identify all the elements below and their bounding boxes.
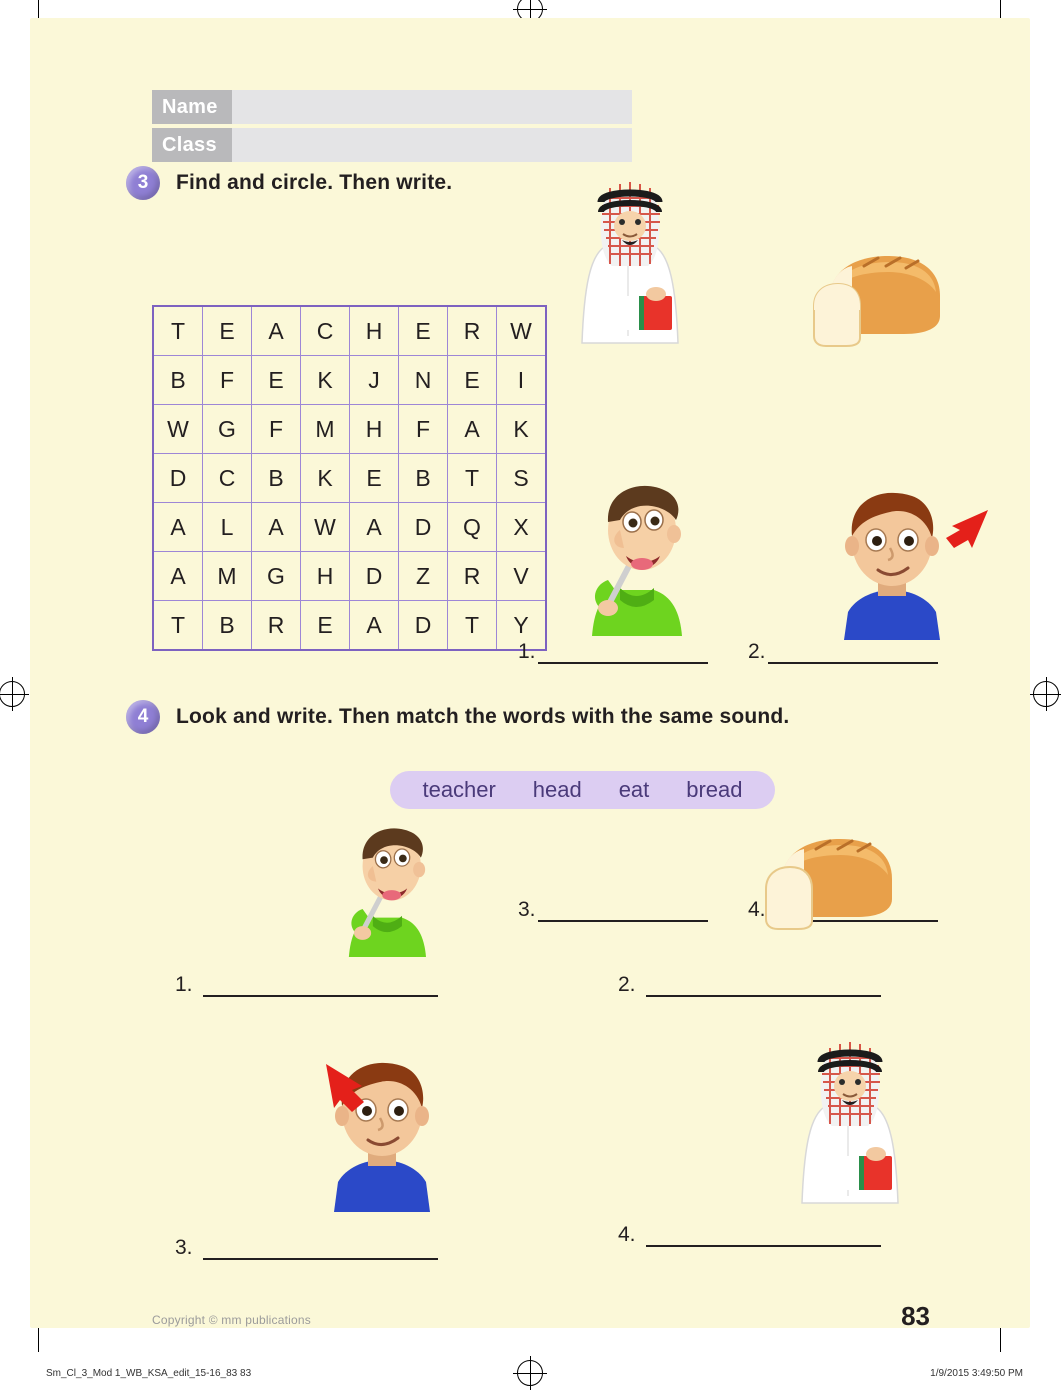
answer-blank[interactable] (646, 979, 881, 997)
answer-number: 3. (175, 1236, 193, 1259)
grid-cell[interactable]: W (301, 503, 350, 552)
grid-cell[interactable]: Y (497, 601, 547, 651)
exercise-4-header (126, 700, 789, 734)
answer-number: 3. (518, 898, 536, 921)
grid-cell[interactable]: E (399, 306, 448, 356)
answer-blank[interactable] (538, 646, 708, 664)
grid-cell[interactable]: W (153, 405, 203, 454)
grid-cell[interactable]: A (448, 405, 497, 454)
grid-cell[interactable]: K (497, 405, 547, 454)
grid-cell[interactable]: C (203, 454, 252, 503)
answer-blank[interactable] (646, 1229, 881, 1247)
name-row (152, 90, 632, 124)
registration-mark-left (0, 681, 25, 707)
copyright-notice: Copyright © mm publications (152, 1313, 311, 1327)
student-info-box (152, 90, 632, 166)
grid-cell[interactable]: F (399, 405, 448, 454)
word-bank-item[interactable]: teacher (422, 777, 496, 802)
picture-teacher-man (570, 168, 690, 363)
grid-row (153, 601, 546, 651)
print-footer-timestamp: 1/9/2015 3:49:50 PM (930, 1368, 1023, 1379)
grid-cell[interactable]: E (203, 306, 252, 356)
grid-cell[interactable]: R (448, 552, 497, 601)
grid-cell[interactable]: G (203, 405, 252, 454)
exercise-3-header (126, 166, 452, 200)
registration-mark-right (1033, 681, 1059, 707)
exercise-4-title: Look and write. Then match the words with the same sound. (176, 705, 790, 728)
name-label: Name (152, 90, 232, 124)
picture-bread-loaf-2 (760, 823, 900, 938)
grid-cell[interactable]: T (448, 454, 497, 503)
exercise-4-number: 4 (126, 700, 160, 734)
grid-cell[interactable]: F (203, 356, 252, 405)
grid-cell[interactable]: Q (448, 503, 497, 552)
picture-boy-head-arrow-2 (292, 1040, 467, 1215)
grid-cell[interactable]: R (252, 601, 301, 651)
grid-row (153, 454, 546, 503)
exercise-3-title: Find and circle. Then write. (176, 171, 453, 194)
grid-cell[interactable]: R (448, 306, 497, 356)
answer-line-3-3[interactable] (518, 898, 708, 922)
grid-cell[interactable]: S (497, 454, 547, 503)
word-search-grid[interactable] (152, 305, 547, 651)
answer-blank[interactable] (768, 646, 938, 664)
grid-cell[interactable]: B (399, 454, 448, 503)
grid-cell[interactable]: A (153, 552, 203, 601)
answer-line-4-3[interactable] (175, 1236, 438, 1260)
grid-cell[interactable]: X (497, 503, 547, 552)
grid-cell[interactable]: M (203, 552, 252, 601)
grid-cell[interactable]: E (350, 454, 399, 503)
grid-cell[interactable]: A (252, 503, 301, 552)
answer-number: 4. (748, 898, 766, 921)
answer-blank[interactable] (538, 904, 708, 922)
name-input[interactable] (232, 90, 632, 124)
grid-cell[interactable]: D (399, 503, 448, 552)
class-label: Class (152, 128, 232, 162)
grid-cell[interactable]: T (153, 306, 203, 356)
grid-cell[interactable]: T (448, 601, 497, 651)
grid-cell[interactable]: A (153, 503, 203, 552)
grid-row (153, 356, 546, 405)
grid-cell[interactable]: D (153, 454, 203, 503)
answer-blank[interactable] (203, 1242, 438, 1260)
grid-cell[interactable]: E (448, 356, 497, 405)
grid-cell[interactable]: N (399, 356, 448, 405)
word-bank (390, 771, 775, 809)
grid-cell[interactable]: J (350, 356, 399, 405)
word-bank-item[interactable]: bread (686, 777, 743, 802)
grid-cell[interactable]: K (301, 454, 350, 503)
grid-cell[interactable]: L (203, 503, 252, 552)
grid-cell[interactable]: W (497, 306, 547, 356)
grid-cell[interactable]: V (497, 552, 547, 601)
grid-cell[interactable]: H (350, 306, 399, 356)
answer-line-3-1[interactable] (518, 640, 708, 664)
grid-cell[interactable]: B (203, 601, 252, 651)
grid-cell[interactable]: E (301, 601, 350, 651)
grid-cell[interactable]: M (301, 405, 350, 454)
grid-row (153, 552, 546, 601)
answer-line-4-2[interactable] (618, 973, 881, 997)
grid-row (153, 306, 546, 356)
picture-boy-head-arrow (820, 480, 990, 645)
page-number: 83 (901, 1301, 930, 1331)
grid-cell[interactable]: A (350, 601, 399, 651)
grid-cell[interactable]: K (301, 356, 350, 405)
picture-bread-loaf (808, 240, 948, 355)
grid-cell[interactable]: A (252, 306, 301, 356)
grid-cell[interactable]: C (301, 306, 350, 356)
grid-cell[interactable]: T (153, 601, 203, 651)
answer-line-4-1[interactable] (175, 973, 438, 997)
print-footer-filename: Sm_Cl_3_Mod 1_WB_KSA_edit_15-16_83 83 (46, 1368, 252, 1379)
answer-line-4-4[interactable] (618, 1223, 881, 1247)
answer-line-3-2[interactable] (748, 640, 938, 664)
grid-cell[interactable]: D (350, 552, 399, 601)
grid-cell[interactable]: B (153, 356, 203, 405)
grid-cell[interactable]: E (252, 356, 301, 405)
picture-boy-eating (570, 468, 710, 643)
exercise-3-number: 3 (126, 166, 160, 200)
grid-cell[interactable]: H (350, 405, 399, 454)
answer-number: 1. (175, 973, 193, 996)
grid-cell[interactable]: F (252, 405, 301, 454)
grid-cell[interactable]: Z (399, 552, 448, 601)
answer-number: 2. (618, 973, 636, 996)
red-arrow-icon (946, 510, 988, 548)
grid-cell[interactable]: G (252, 552, 301, 601)
grid-row (153, 405, 546, 454)
grid-cell[interactable]: H (301, 552, 350, 601)
grid-cell[interactable]: B (252, 454, 301, 503)
answer-number: 4. (618, 1223, 636, 1246)
class-input[interactable] (232, 128, 632, 162)
answer-number: 2. (748, 640, 766, 663)
grid-cell[interactable]: I (497, 356, 547, 405)
picture-teacher-man-2 (790, 1028, 910, 1223)
registration-mark-bottom (517, 1360, 543, 1386)
picture-boy-eating-2 (310, 813, 470, 963)
answer-blank[interactable] (203, 979, 438, 997)
grid-cell[interactable]: D (399, 601, 448, 651)
word-bank-item[interactable]: eat (618, 777, 650, 802)
answer-number: 1. (518, 640, 536, 663)
grid-row (153, 503, 546, 552)
word-bank-item[interactable]: head (532, 777, 582, 802)
grid-cell[interactable]: A (350, 503, 399, 552)
worksheet-page (30, 18, 1030, 1331)
class-row (152, 128, 632, 162)
